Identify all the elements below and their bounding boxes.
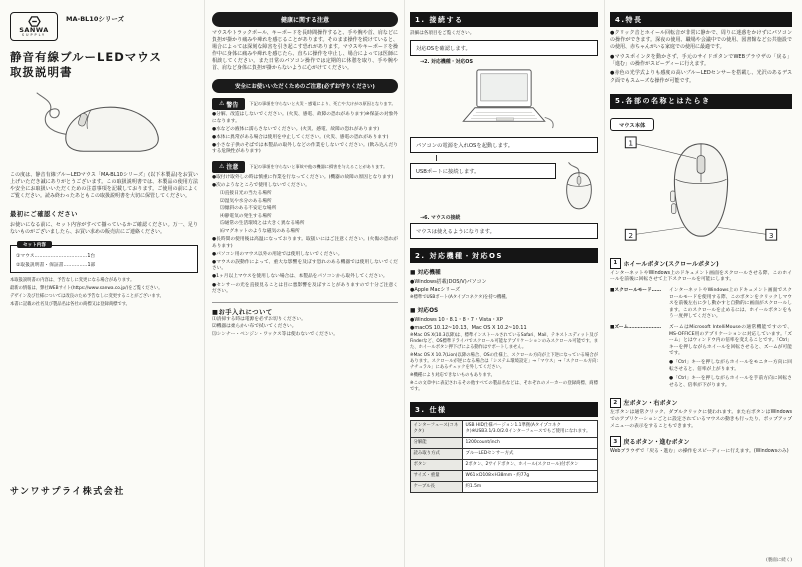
callout-2: 2 (628, 230, 634, 240)
part-2-paragraph: 左ボタンは通常クリック、ダブルクリックに使われます。また右ボタンはWindowsでのアプリケーションごとに設定されているマウスの動きも行ったり、ポップアップメニューの表示をすることもできます。 (610, 410, 792, 429)
model-item: ●Windows搭載(DOS/V)パソコン (410, 278, 487, 285)
set-item-mouse: ①マウス……………………………1台 (16, 253, 96, 259)
first-check-heading: 最初にご確認ください (10, 210, 78, 218)
caution-item: ●次のようなところで使用しないでください。 (212, 183, 310, 189)
scroll-mode-body: インターネットやWindows上のドキュメント画面でスクロールモードを使用する際、このボタンをクリックしマウスを前後左右に少し動かすと自動的に画面がスクロールします。このスクロールを止めるには、ホイールボタンをもう一度押してください。 (669, 288, 792, 320)
warning-badge (212, 98, 245, 110)
step-usb-connect: USBポートに接続します。 (410, 163, 556, 179)
part-2-heading (610, 398, 792, 409)
step-power-on: パソコンの電源を入れOSを起動します。 (410, 137, 598, 153)
zoom-body (669, 325, 792, 392)
caution-places (212, 191, 398, 235)
caution-place: ⑹マグネットのような磁気のある場所 (220, 229, 300, 235)
caution-icon: ⚠ (219, 162, 225, 170)
spec-row (411, 421, 598, 438)
laptop-illustration (410, 67, 598, 135)
company-name: サンワサプライ株式会社 (10, 487, 125, 497)
feature-item: ●クリック音とホイール回転音が非常に静かで、周りに迷惑をかけずにパソコンの操作ができます。深夜の使用、職場や会議中での使用、図書館など公共施設での使用、赤ちゃんがいる家庭での使用に最適です。 (610, 30, 792, 51)
scroll-mode-label: ■スクロールモード…… (610, 288, 662, 294)
doc-title-line2: 取扱説明書 (10, 64, 73, 79)
part-1-number: 1 (610, 258, 621, 269)
trademark-note: 本書に記載の社名及び製品名は各社の商標又は登録商標です。 (10, 301, 130, 307)
caution-header (212, 161, 398, 173)
set-item-manual: ②取扱説明書・保証書……………1部 (16, 262, 96, 268)
step-ref-os: →2. 対応機種・対応OS (420, 59, 473, 65)
section-3-header: 3. 仕様 (410, 402, 598, 417)
zoom-label: ■ズーム………………… (610, 324, 662, 330)
mouse-top-drawing (617, 134, 785, 248)
scroll-mode-row (610, 288, 792, 321)
divider (212, 302, 398, 303)
part-3-heading (610, 436, 792, 447)
os-note: ※この文章中に表記されるその他すべての製品名などは、それぞれのメーカーの登録商標、商標です。 (410, 381, 598, 393)
model-note: ※標準でUSBポート(Aタイプコネクタ)を持つ機種。 (410, 295, 510, 300)
spec-label: 読み取り方式 (411, 448, 463, 459)
warning-item: ●分解、改造はしないでください。(火災、感電、故障の恐れがあります)※保証の対象外になります。 (212, 112, 398, 124)
section-2-header: 2. 対応機種・対応OS (410, 248, 598, 263)
warning-item: ●小さな子供のそばでは本製品の取外しなどの作業をしないでください。(飲み込んだりする危険性があります) (212, 142, 398, 155)
part-3-paragraph: Webブラウザで「戻る・進む」の操作をスピーディーに行えます。(Windowsのみ) (610, 448, 789, 454)
callout-3: 3 (768, 230, 774, 240)
part-3-number: 3 (610, 436, 621, 447)
warning-icon: ⚠ (219, 100, 225, 107)
care-item: ⑵機器は柔らかい布で拭いてください。 (212, 324, 297, 330)
zoom-bullet: ●「Ctrl」キーを押しながらホイールをモニター方向に回転させると、倍率が上がります。 (669, 360, 792, 372)
section-1-header: 1. 接続する (410, 12, 598, 27)
column-cover (10, 12, 198, 555)
connect-flow (410, 40, 598, 239)
warning-item: ●水などの液体に濡らさないでください。(火災、感電、故障の恐れがあります) (212, 126, 380, 132)
usb-step-row (410, 161, 598, 213)
fold-line (204, 0, 205, 567)
warning-note: 下記の事項を守らないと火災・感電により、死亡や大けがの原因となります。 (249, 101, 396, 107)
caution-place: ⑷静電気の発生する場所 (220, 213, 272, 219)
part-1-title: ホイールボタン(スクロールボタン) (623, 260, 719, 268)
set-contents-box (10, 242, 198, 273)
doc-title (10, 50, 198, 80)
spec-label: 分解能 (411, 438, 463, 449)
section-4-header: 4.特長 (610, 12, 792, 27)
sanwa-hexagon-icon (28, 16, 41, 27)
spec-row (411, 470, 598, 481)
warning-items (212, 112, 398, 156)
supported-models-heading: ■ 対応機種 (410, 270, 441, 276)
caution-place: ⑸通常の生活環境とは大きく異なる場所 (220, 221, 305, 227)
caution-note: 下記の事項を守らないと事故や他の機器に損害を与えることがあります。 (249, 164, 388, 170)
spec-label: サイズ・重量 (411, 470, 463, 481)
header-row (10, 12, 198, 41)
os-note: ※Mac OS X 10.7(Lion)以降の場合、OSの仕様上、スクロール方向が上下逆になっている場合があります。スクロールが逆になる場合は「システム環境設定」→「マウス」→「スクロール方向:ナチュラル」にあるチェックを外してください。 (410, 353, 598, 371)
column-connect-spec (410, 12, 598, 555)
spec-row (411, 481, 598, 492)
os-note: ※機種により対応できないものもあります。 (410, 373, 495, 379)
warning-label: 警告 (226, 101, 239, 109)
step-check-os: 対応OSを確認します。 (410, 40, 598, 56)
spec-value: W61×D108×H38mm・約77g (463, 470, 598, 481)
caution-place: ⑶傾斜のある不安定な場所 (220, 206, 277, 212)
section-5-header: 5.各部の名称とはたらき (610, 94, 792, 109)
fold-line (604, 0, 605, 567)
sanwa-logo (10, 12, 58, 41)
mouse-side-illustration (10, 84, 198, 166)
caution-item: ●長時間の使用後は高温になっております。取扱いにはご注意ください。(火傷の恐れがあります) (212, 237, 398, 249)
laptop-drawing (445, 67, 563, 131)
step-ref-connect: →6. マウスの接続 (420, 215, 461, 221)
care-heading: ■お手入れについて (212, 308, 273, 316)
spec-label: ボタン (411, 459, 463, 470)
warning-header (212, 98, 398, 110)
brand-subname: SUPPLY (21, 33, 47, 38)
intro-paragraph: この度は、静音有線ブルーLEDマウス「MA-BL10シリーズ」(以下本製品)をお買い上げいただき誠にありがとうございます。この取扱説明書では、本製品の使用方法や安全にお取扱いいただくための注意事項を記載しております。ご使用の前によくご覧ください。読み終わったあともこの取扱説明書を大切に保管してください。 (10, 171, 198, 199)
caution-badge (212, 161, 245, 173)
spec-value: 約1.5m (463, 481, 598, 492)
caution-label: 注意 (226, 164, 239, 172)
spec-label: ケーブル長 (411, 481, 463, 492)
caution-item: ●センサーの光を直接見ることは目に悪影響を及ぼすことがありますので十分ご注意ください。 (212, 282, 398, 295)
safety-section-header: 安全にお使いいただくためのご注意(必ずお守りください) (212, 79, 398, 93)
part-1-paragraph: インターネットやWindows上のドキュメント画面をスクロールさせる際、このホイールを前後に回転させて上下スクロールを可能にします。 (610, 270, 792, 283)
spec-value: 2ボタン、2サイドボタン、ホイール(スクロール)付ボタン (463, 459, 598, 470)
care-item: ⑴清掃する時は電源を必ずお切りください。 (212, 316, 306, 322)
website-note: 最新の情報は、弊社WEBサイト(https://www.sanwa.co.jp/)をご覧ください。 (10, 285, 163, 291)
callout-1: 1 (628, 138, 634, 148)
mouse-top-illustration (610, 134, 792, 252)
zoom-paragraph: ズームはMicrosoft IntelliMouseの通常機能ですので、MS-OFFICE用のアプリケーションに対応しています。「ズーム」とはウィンドウ内の倍率を変えることです。「Ctrl」キーを押しながらホイールを回転させると、ズームが可能です。 (669, 324, 792, 357)
zoom-row (610, 325, 792, 392)
step-ready: マウスは使えるようになります。 (410, 223, 598, 239)
caution-place: ⑵湿気や水分のある場所 (220, 198, 272, 204)
brand-name: SANWA (19, 26, 49, 35)
caution-item: ●1ヶ月以上マウスを使用しない場合は、本製品をパソコンから取外してください。 (212, 274, 388, 280)
caution-item: ●パソコン用のマウス以外の用途では使用しないでください。 (212, 251, 343, 257)
column-safety (212, 12, 398, 555)
caution-items (212, 175, 398, 296)
spec-row (411, 448, 598, 459)
os-item: ●macOS 10.12~10.13、Mac OS X 10.2~10.11 (410, 325, 527, 332)
care-item: ⑶シンナー・ベンジン・ワックス等は使わないでください。 (212, 331, 338, 337)
features-list (610, 30, 792, 85)
care-section (212, 307, 398, 339)
column-features-parts (610, 12, 792, 555)
connect-note: 詳細は各項目をご覧ください。 (410, 31, 475, 36)
set-contents-label: セット内容 (17, 241, 52, 248)
caution-place: ⑴直接日光の当たる場所 (220, 191, 272, 197)
caution-item: ●取付け取外しの時は慎重に作業を行なってください。(機器の故障の原因となります) (212, 174, 394, 180)
warning-item: ●本体に異常がある場合は使用を中止してください。(火災、感電の恐れがあります) (212, 134, 389, 140)
health-section-header: 健康に関する注意 (212, 12, 398, 27)
feature-item: ●マウスポインタを動かさず、手元のサイドボタンでWEBブラウザの「戻る」「進む」の操作がスピーディーに行えます。 (610, 53, 792, 67)
caution-item: ●マウスの誤動作によって、重大な影響を及ぼす恐れのある機器では使用しないでください。 (212, 259, 398, 272)
os-note: ※Mac OS X(10.3以降)は、標準インストールされているSafari、Mail、テキストエディット及びFinderなど、OS標準ドライバでスクロール可能なアプリケーションのみスクロール可能です。また、ホイールボタン押下げによる動作はサポートしません。 (410, 333, 598, 351)
feature-item: ●赤色の光学式よりも感度の高いブルーLEDセンサーを搭載し、光沢のあるデスク面でもスムーズな操作が可能です。 (610, 70, 792, 84)
part-3-title: 戻るボタン・進むボタン (623, 439, 690, 447)
supported-os-heading: ■ 対応OS (410, 308, 439, 315)
spec-table (410, 420, 598, 493)
part-2-title: 左ボタン・右ボタン (623, 400, 678, 408)
manual-change-note: 本取扱説明書の内容は、予告なしに変更になる場合があります。 (10, 277, 135, 283)
model-item: ●Apple Macシリーズ (410, 287, 461, 293)
mouse-body-tag: マウス本体 (610, 118, 654, 131)
fold-line (404, 0, 405, 567)
zoom-bullet: ●「Ctrl」キーを押しながらホイールを手前方向に回転させると、倍率が下がります。 (669, 376, 792, 388)
spec-label: インターフェース(コネクタ) (411, 421, 463, 438)
spec-value: ブルーLEDセンサー方式 (463, 448, 598, 459)
series-label: MA-BL10シリーズ (66, 15, 125, 23)
spec-row (411, 459, 598, 470)
spec-row (411, 438, 598, 449)
mouse-drawing (30, 84, 178, 162)
design-note: デザイン及び仕様については改良のため予告なしに変更することがございます。 (10, 293, 164, 299)
first-check-paragraph: お使いになる前に、セット内容がすべて揃っているかご確認ください。万一、足りないものがございましたら、お買い求めの販売店にご連絡ください。 (10, 221, 198, 235)
mouse-cable-illustration (560, 161, 598, 213)
spec-value: 1200count/inch (463, 438, 598, 449)
spec-value: USB HID仕様バージョン1.1準拠(Aタイプコネクタ)※USB3.1/3.0/2.0インターフェースでもご使用になれます。 (463, 421, 598, 438)
part-2-number: 2 (610, 398, 621, 409)
os-item: ●Windows 10・8.1・8・7・Vista・XP (410, 316, 503, 323)
doc-title-line1: 静音有線ブルーLEDマウス (10, 50, 162, 64)
health-paragraph: マウスやトラックボール、キーボードを長時間操作すると、手や腕や首、肩などに負担が掛かり痛みや痺れを感じることがあります。そのまま操作を続けていると、場合によっては深刻な障害を引き起こす恐れがあります。マウスやキーボードを操作中に身体に痛みや痺れを感じたら、直ちに操作を中止し、場合によっては医師に相談してください。また日常のパソコン操作では定期的に休憩を取り、手や腕や首、肩など身体に負担が掛からないように心がけてください。 (212, 30, 398, 71)
continue-note: (裏面に続く) (765, 558, 792, 563)
part-1-heading (610, 258, 792, 269)
